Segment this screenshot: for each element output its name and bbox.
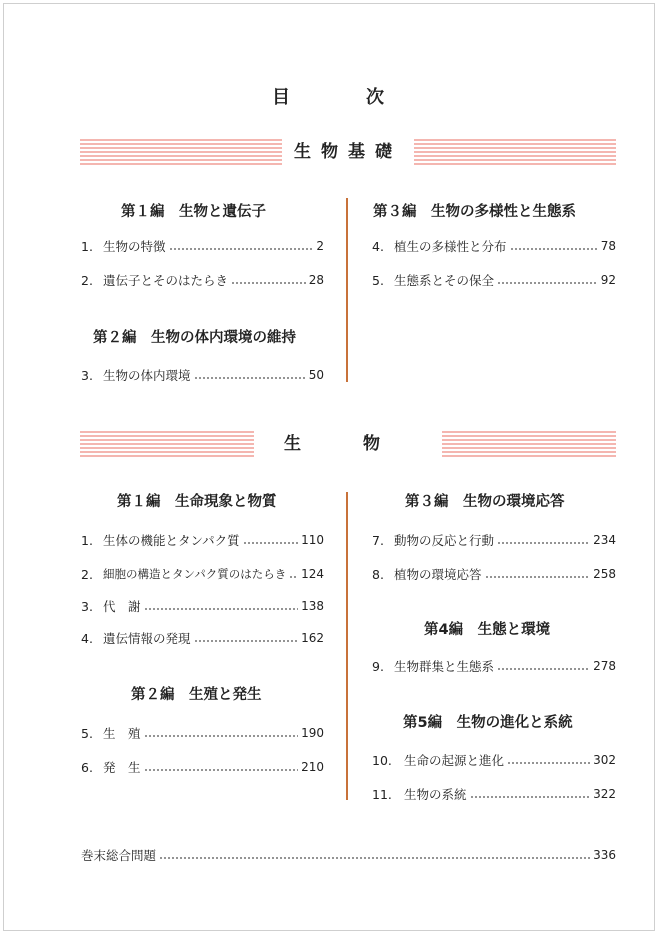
toc-entry[interactable]: 2. 細胞の構造とタンパク質のはたらき 124 [81, 566, 324, 582]
section-label-biology-basic: 生物基礎 [282, 135, 414, 169]
toc-entry[interactable]: 5. 生 殖 190 [81, 725, 324, 741]
leader-dots [470, 796, 591, 798]
leader-dots [144, 735, 299, 737]
leader-dots [144, 769, 299, 771]
leader-dots [497, 542, 590, 544]
part-heading: 第３編 生物の多様性と生態系 [373, 204, 576, 220]
toc-entry[interactable]: 9. 生物群集と生態系 278 [372, 658, 616, 674]
leader-dots [507, 762, 590, 764]
section-band-biology-basic [80, 139, 616, 165]
toc-entry[interactable]: 6. 発 生 210 [81, 759, 324, 775]
part-heading: 第4編 生態と環境 [424, 622, 551, 638]
leader-dots [169, 248, 314, 250]
leader-dots [144, 608, 299, 610]
part-heading: 第5編 生物の進化と系統 [403, 715, 573, 731]
toc-entry[interactable]: 2. 遺伝子とそのはたらき 28 [81, 272, 324, 288]
part-heading: 第３編 生物の環境応答 [405, 494, 565, 510]
leader-dots [194, 640, 299, 642]
leader-dots [231, 282, 306, 284]
toc-entry[interactable]: 1. 生物の特徴 2 [81, 238, 324, 254]
part-heading: 第２編 生殖と発生 [131, 687, 262, 703]
leader-dots [510, 248, 598, 250]
leader-dots [243, 542, 298, 544]
toc-entry[interactable]: 1. 生体の機能とタンパク質 110 [81, 532, 324, 548]
leader-dots [194, 377, 306, 379]
title-left-char: 目 [272, 87, 294, 108]
leader-dots [497, 282, 598, 284]
part-heading: 第１編 生物と遺伝子 [121, 204, 266, 220]
title-right-char: 次 [366, 87, 388, 108]
toc-entry[interactable]: 4. 植生の多様性と分布 78 [372, 238, 616, 254]
page-title [0, 83, 660, 109]
leader-dots [289, 576, 298, 578]
toc-entry[interactable]: 3. 生物の体内環境 50 [81, 367, 324, 383]
leader-dots [485, 576, 591, 578]
column-divider [346, 492, 348, 800]
toc-entry[interactable]: 8. 植物の環境応答 258 [372, 566, 616, 582]
toc-entry[interactable]: 4. 遺伝情報の発現 162 [81, 630, 324, 646]
section-band-biology [80, 431, 616, 457]
section-label-biology: 生物 [254, 427, 442, 461]
column-divider [346, 198, 348, 382]
toc-entry[interactable]: 7. 動物の反応と行動 234 [372, 532, 616, 548]
toc-entry-final[interactable]: 巻末総合問題 336 [81, 848, 616, 863]
toc-entry[interactable]: 11. 生物の系統 322 [372, 786, 616, 802]
part-heading: 第１編 生命現象と物質 [117, 494, 277, 510]
toc-entry[interactable]: 10. 生命の起源と進化 302 [372, 752, 616, 768]
leader-dots [497, 668, 590, 670]
toc-entry[interactable]: 5. 生態系とその保全 92 [372, 272, 616, 288]
leader-dots [159, 857, 590, 859]
part-heading: 第２編 生物の体内環境の維持 [93, 330, 296, 346]
toc-entry[interactable]: 3. 代 謝 138 [81, 598, 324, 614]
